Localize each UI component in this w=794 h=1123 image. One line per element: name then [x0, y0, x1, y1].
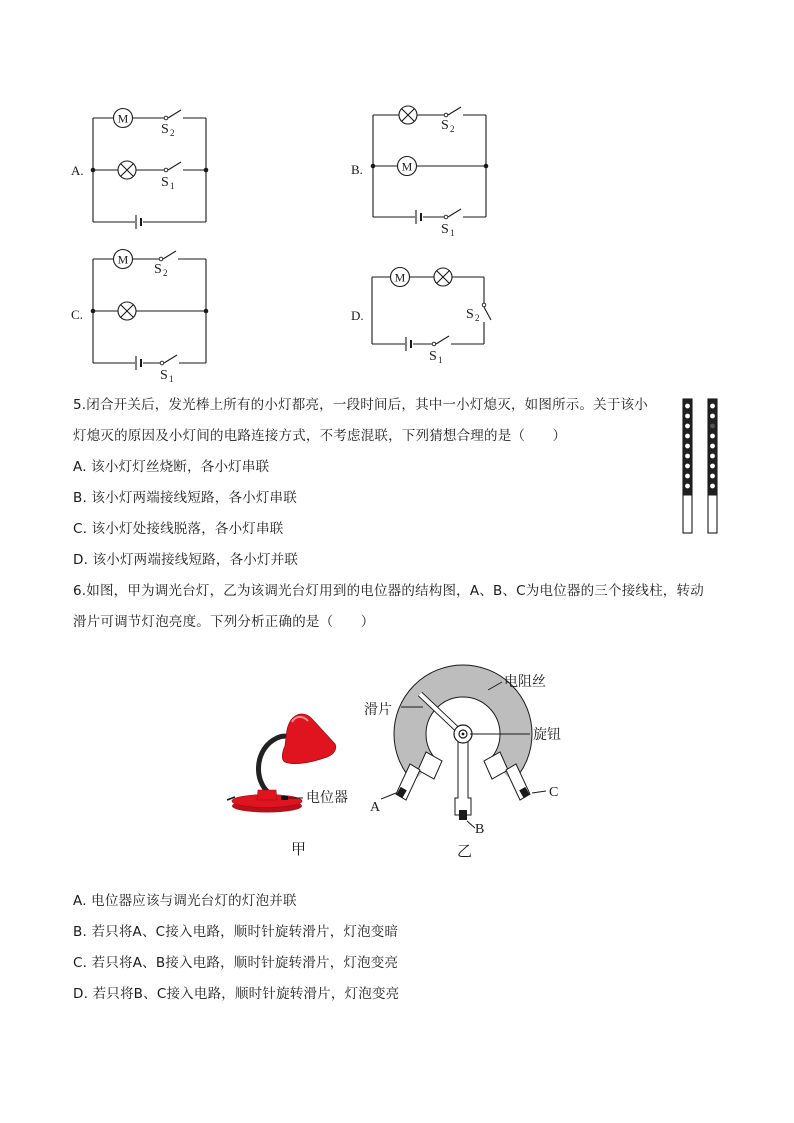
potentiometer-label: 电位器	[306, 790, 348, 806]
glow-stick-figure	[680, 397, 722, 537]
switch-subscript: 2	[475, 313, 480, 323]
lamp-shade	[282, 714, 335, 764]
motor-symbol: M	[117, 252, 129, 267]
switch-s1-label: S	[161, 175, 169, 190]
switch-s2-label: S	[441, 118, 449, 133]
option-letter: C.	[71, 307, 83, 322]
switch-subscript: 2	[170, 128, 175, 138]
motor-symbol: M	[117, 111, 129, 126]
option-letter: A.	[71, 163, 84, 178]
q6-option-b: B. 若只将A、C接入电路，顺时针旋转滑片，灯泡变暗	[73, 924, 399, 940]
q5-option-a: A. 该小灯灯丝烧断，各小灯串联	[73, 459, 270, 475]
circuit-d-diagram	[345, 262, 505, 367]
switch-subscript: 1	[450, 228, 455, 238]
q6-option-a: A. 电位器应该与调光台灯的灯泡并联	[73, 893, 297, 909]
q6-option-d: D. 若只将B、C接入电路，顺时针旋转滑片，灯泡变亮	[73, 986, 400, 1002]
switch-s1-label: S	[441, 222, 449, 237]
q6-stem-line-2: 滑片可调节灯泡亮度。下列分析正确的是（ ）	[73, 614, 375, 630]
switch-s1-label: S	[160, 368, 168, 383]
switch-subscript: 1	[438, 355, 443, 365]
terminal-a-label: A	[370, 800, 381, 815]
switch-subscript: 2	[163, 268, 168, 278]
circuit-c-diagram	[65, 242, 220, 382]
circuit-a-diagram	[65, 100, 220, 230]
circuit-b-diagram	[345, 95, 505, 240]
motor-symbol: M	[401, 159, 413, 174]
q5-stem-line-2: 灯熄灭的原因及小灯间的电路连接方式，不考虑混联，下列猜想合理的是（ ）	[73, 428, 567, 444]
q5-option-c: C. 该小灯处接线脱落，各小灯串联	[73, 521, 284, 537]
switch-subscript: 1	[170, 181, 175, 191]
switch-subscript: 2	[450, 124, 455, 134]
q5-option-b: B. 该小灯两端接线短路，各小灯串联	[73, 490, 297, 506]
desk-lamp-figure	[225, 700, 365, 870]
switch-s2-label: S	[161, 122, 169, 137]
option-letter: B.	[351, 162, 363, 177]
terminal-b-label: B	[475, 822, 485, 837]
knob-label: 旋钮	[533, 727, 561, 743]
resistance-wire-label: 电阻丝	[504, 674, 546, 690]
switch-subscript: 1	[169, 374, 174, 384]
caption-yi: 乙	[457, 842, 473, 860]
q5-option-d: D. 该小灯两端接线短路，各小灯并联	[73, 552, 299, 568]
slider-label: 滑片	[364, 702, 392, 718]
q6-stem-line-1: 6.如图，甲为调光台灯，乙为该调光台灯用到的电位器的结构图，A、B、C为电位器的三个接线柱，转动	[73, 583, 704, 599]
switch-s2-label: S	[154, 262, 162, 277]
q5-stem-line-1: 5.闭合开关后，发光棒上所有的小灯都亮，一段时间后，其中一小灯熄灭，如图所示。关于该小	[73, 397, 648, 413]
caption-jia: 甲	[291, 840, 307, 858]
switch-s2-label: S	[466, 307, 474, 322]
potentiometer-structure-figure	[360, 660, 580, 875]
terminal-c-label: C	[549, 785, 559, 800]
switch-s1-label: S	[429, 349, 437, 364]
q6-option-c: C. 若只将A、B接入电路，顺时针旋转滑片，灯泡变亮	[73, 955, 399, 971]
motor-symbol: M	[394, 270, 406, 285]
option-letter: D.	[351, 308, 364, 323]
